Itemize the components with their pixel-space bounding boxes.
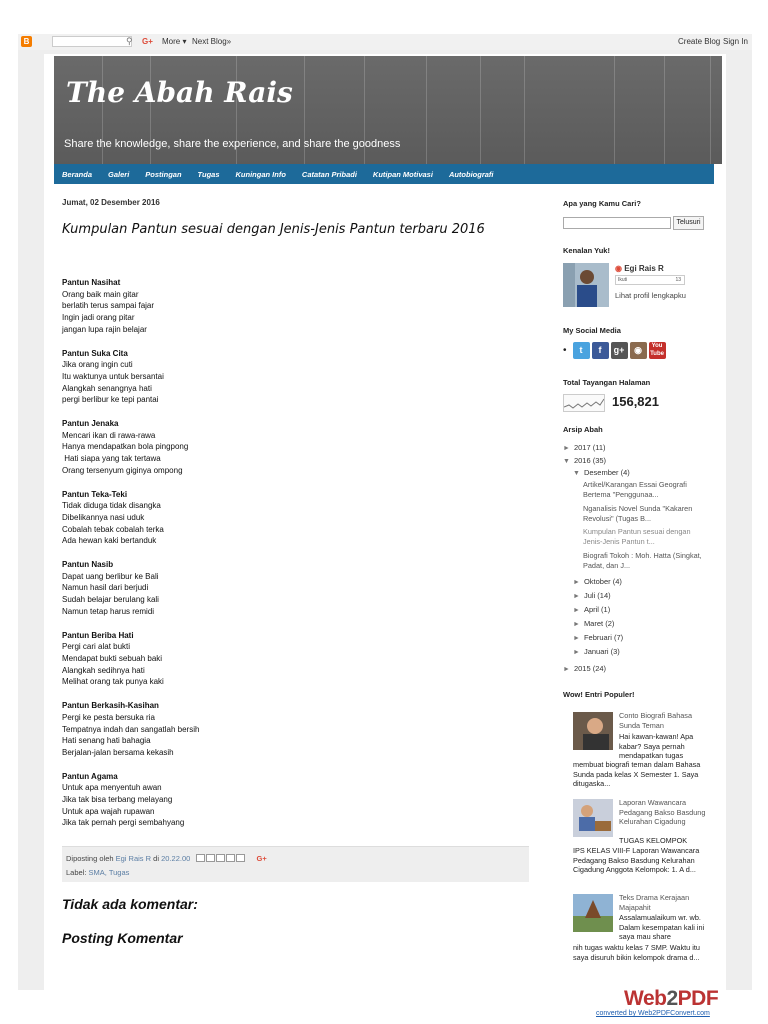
stanza-line: Namun hasil dari berjudi <box>62 583 149 593</box>
popular-post-title[interactable]: Conto Biografi Bahasa Sunda Teman <box>619 711 693 730</box>
popular-post-thumbnail[interactable] <box>573 712 613 750</box>
stanza-line: Hati senang hati bahagia <box>62 736 151 746</box>
stanza-line: Orang tersenyum giginya ompong <box>62 465 183 475</box>
popular-post-snippet: TUGAS KELOMPOK <box>619 836 688 845</box>
post-byline <box>66 852 525 866</box>
tab-beranda[interactable]: Beranda <box>62 169 93 179</box>
expand-icon: ► <box>563 445 570 452</box>
posted-by-label: Diposting oleh <box>66 854 114 863</box>
gplus-share-icon[interactable]: G+ <box>256 854 267 863</box>
stanza-line: Jika orang ingin cuti <box>62 360 133 370</box>
post-title[interactable]: Kumpulan Pantun sesuai dengan Jenis-Jenis Pantun terbaru 2016 <box>62 222 485 237</box>
labels-links[interactable]: SMA, Tugas <box>88 867 130 877</box>
archive-month[interactable]: ► Januari (3) <box>573 647 620 656</box>
gplus-icon: ◉ <box>615 264 622 273</box>
instagram-icon[interactable]: ◉ <box>630 342 647 359</box>
post-time-link[interactable]: 20.22.00 <box>161 854 191 863</box>
nav-tabs <box>54 164 714 184</box>
expand-icon: ► <box>573 607 580 614</box>
social-heading: My Social Media <box>563 326 621 335</box>
post-labels <box>66 866 525 879</box>
popular-post-snippet: Hai kawan-kawan! Apa kabar? Saya pernah mendapatkan tugas <box>619 732 694 760</box>
profile-name[interactable]: ◉ Egi Rais R <box>615 264 664 273</box>
archive-month[interactable]: ► April (1) <box>573 605 611 614</box>
archive-year-2016[interactable]: ▼ 2016 (35) <box>563 456 607 465</box>
stanza-line: Untuk apa wajah rupawan <box>62 806 155 816</box>
collapse-icon: ▼ <box>563 458 570 465</box>
post-footer <box>62 846 529 882</box>
stanza-line: Pergi ke pesta bersuka ria <box>62 712 155 722</box>
stanza-line: Jika tak bisa terbang melayang <box>62 795 173 805</box>
stanza-title: Pantun Jenaka <box>62 419 119 429</box>
archive-month-desember[interactable]: ▼ Desember (4) <box>573 468 630 477</box>
post-comment-heading: Posting Komentar <box>62 930 183 946</box>
stanza-title: Pantun Teka-Teki <box>62 489 128 499</box>
archive-year-2017[interactable]: ► 2017 (11) <box>563 443 606 452</box>
stanza-line: Berjalan-jalan bersama kekasih <box>62 747 174 757</box>
popular-post-snippet: membuat biografi teman dalam Bahasa Sunda pada kelas X Semester 1. Saya ditugaska... <box>573 760 701 788</box>
blog-this-icon[interactable] <box>206 854 215 862</box>
popular-post-snippet: Assalamualaikum wr. wb. Dalam kesempatan kali ini saya mau share <box>619 913 705 941</box>
stanza-line: Orang baik main gitar <box>62 289 139 299</box>
archive-post-link[interactable]: Kumpulan Pantun sesuai dengan Jenis-Jenis Pantun t... <box>583 527 691 546</box>
next-blog-link[interactable]: Next Blog» <box>192 37 232 46</box>
archive-post-link[interactable]: Nganalisis Novel Sunda "Kakaren Revolusi" (Tugas B... <box>583 504 693 523</box>
pinterest-share-icon[interactable] <box>236 854 245 862</box>
stanza-line: Mencari ikan di rawa-rawa <box>62 430 156 440</box>
create-blog-link[interactable]: Create Blog <box>678 37 721 46</box>
stanza-line: Tidak diduga tidak disangka <box>62 501 161 511</box>
expand-icon: ► <box>563 666 570 673</box>
label-prefix: Label: <box>66 867 87 877</box>
web2pdf-link[interactable]: converted by Web2PDFConvert.com <box>596 1010 710 1017</box>
pantun-stanza <box>62 771 512 830</box>
stanza-line: Melihat orang tak punya kaki <box>62 677 164 687</box>
pantun-stanza <box>62 418 512 477</box>
social-links: • t f g+ ◉ You Tube <box>563 343 664 357</box>
more-menu[interactable]: More ▾ <box>162 37 187 46</box>
stanza-line: Cobalah tebak cobalah terka <box>62 524 164 534</box>
stanza-line: Hati siapa yang tak tertawa <box>62 454 161 464</box>
stanza-line: Mendapat bukti sebuah baki <box>62 653 163 663</box>
web2pdf-logo[interactable]: Web2PDF <box>624 987 719 1010</box>
stanza-title: Pantun Berkasih-Kasihan <box>62 701 159 711</box>
archive-heading: Arsip Abah <box>563 425 603 434</box>
stanza-line: Pergi cari alat bukti <box>62 642 131 652</box>
stanza-line: Untuk apa menyentuh awan <box>62 783 162 793</box>
stanza-line: Tempatnya indah dan sangatlah bersih <box>62 724 200 734</box>
tab-catatan-pribadi[interactable]: Catatan Pribadi <box>301 169 357 179</box>
pantun-stanza <box>62 489 512 548</box>
stanza-title: Pantun Beriba Hati <box>62 630 134 640</box>
stanza-title: Pantun Nasib <box>62 560 114 570</box>
stanza-line: Jika tak pernah pergi sembahyang <box>62 818 185 828</box>
youtube-icon[interactable]: You Tube <box>650 343 664 357</box>
email-share-icon[interactable] <box>196 854 205 862</box>
stanza-line: pergi berlibur ke tepi pantai <box>62 395 159 405</box>
blogger-logo-icon[interactable]: B <box>21 36 32 47</box>
expand-icon: ► <box>573 593 580 600</box>
stats-heading: Total Tayangan Halaman <box>563 378 651 387</box>
at-label: di <box>153 854 159 863</box>
blog-description: Share the knowledge, share the experience, and share the goodness <box>64 138 401 150</box>
stats-value: 156,821 <box>612 394 659 409</box>
expand-icon: ► <box>573 621 580 628</box>
popular-post-thumbnail[interactable] <box>573 894 613 932</box>
popular-post-snippet: IPS KELAS VIII-F Laporan Wawancara Pedagang Bakso Basdung Kelurahan Cigadung Anggota Kelompok: 1. A d... <box>573 846 700 874</box>
tab-postingan[interactable]: Postingan <box>145 169 182 179</box>
gplus-share-button[interactable]: G+ <box>142 37 153 46</box>
pantun-stanza <box>62 630 512 689</box>
stanza-line: Sudah belajar berulang kali <box>62 595 159 605</box>
post-body <box>62 277 512 841</box>
popular-post-title[interactable]: Laporan Wawancara Pedagang Bakso Basdung Kelurahan Cigadung <box>619 798 706 826</box>
follow-button[interactable]: Ikuti 13 <box>615 275 685 285</box>
popular-post-title[interactable]: Teks Drama Kerajaan Majapahit <box>619 893 690 912</box>
author-link[interactable]: Egi Rais R <box>115 854 152 863</box>
expand-icon: ► <box>573 579 580 586</box>
stanza-line: Alangkah senangnya hati <box>62 383 152 393</box>
archive-month[interactable]: ► Maret (2) <box>573 619 615 628</box>
facebook-share-icon[interactable] <box>226 854 235 862</box>
stanza-line: Hanya mendapatkan bola pingpong <box>62 442 189 452</box>
pantun-stanza <box>62 559 512 618</box>
twitter-icon[interactable]: t <box>573 342 590 359</box>
tab-tugas[interactable]: Tugas <box>197 169 220 179</box>
pantun-stanza <box>62 348 512 407</box>
archive-month[interactable]: ► Februari (7) <box>573 633 624 642</box>
pantun-stanza <box>62 700 512 759</box>
sidebar-search-input[interactable] <box>563 217 671 229</box>
archive-year-2015[interactable]: ► 2015 (24) <box>563 664 607 673</box>
blog-title[interactable]: The Abah Rais <box>66 76 293 109</box>
view-profile-link[interactable]: Lihat profil lengkapku <box>615 291 686 300</box>
archive-month[interactable]: ► Oktober (4) <box>573 577 622 586</box>
stanza-line: Dapat uang berlibur ke Bali <box>62 571 159 581</box>
archive-post-link[interactable]: Biografi Tokoh : Moh. Hatta (Singkat, Padat, dan J... <box>583 551 702 570</box>
comments-heading: Tidak ada komentar: <box>62 896 198 912</box>
stanza-title: Pantun Suka Cita <box>62 348 128 358</box>
facebook-icon[interactable]: f <box>592 342 609 359</box>
stanza-line: jangan lupa rajin belajar <box>62 324 147 334</box>
blogger-navbar <box>18 34 752 50</box>
collapse-icon: ▼ <box>573 470 580 477</box>
stats-sparkline <box>563 394 605 412</box>
stanza-line: Namun tetap harus remidi <box>62 606 155 616</box>
search-button[interactable]: Telusuri <box>673 216 704 230</box>
popular-heading: Wow! Entri Populer! <box>563 690 635 699</box>
tab-autobiografi[interactable]: Autobiografi <box>448 169 494 179</box>
search-heading: Apa yang Kamu Cari? <box>563 199 641 208</box>
search-icon[interactable]: ⚲ <box>126 36 133 46</box>
expand-icon: ► <box>573 649 580 656</box>
blog-header <box>54 56 722 164</box>
stanza-line: Itu waktunya untuk bersantai <box>62 371 164 381</box>
tab-kutipan-motivasi[interactable]: Kutipan Motivasi <box>372 169 433 179</box>
stanza-line: Alangkah sedihnya hati <box>62 665 145 675</box>
stanza-title: Pantun Nasihat <box>62 278 121 287</box>
post-date: Jumat, 02 Desember 2016 <box>62 198 160 207</box>
tab-galeri[interactable]: Galeri <box>108 169 130 179</box>
popular-post-snippet: nih tugas waktu kelas 7 SMP. Waktu itu saya disuruh bikin kelompok drama d... <box>573 943 700 962</box>
expand-icon: ► <box>573 635 580 642</box>
google-plus-icon[interactable]: g+ <box>611 342 628 359</box>
profile-avatar[interactable] <box>563 263 609 307</box>
stanza-line: Ingin jadi orang pitar <box>62 313 135 323</box>
stanza-line: Ada hewan kaki bertanduk <box>62 536 157 546</box>
stanza-line: berlatih terus sampai fajar <box>62 301 155 311</box>
twitter-share-icon[interactable] <box>216 854 225 862</box>
stanza-title: Pantun Agama <box>62 771 118 781</box>
popular-post-thumbnail[interactable] <box>573 799 613 837</box>
profile-heading: Kenalan Yuk! <box>563 246 610 255</box>
sign-in-link[interactable]: Sign In <box>723 37 748 46</box>
share-buttons <box>196 853 246 866</box>
tab-kuningan-info[interactable]: Kuningan Info <box>235 169 286 179</box>
navbar-search-input[interactable] <box>52 36 132 47</box>
pantun-stanza <box>62 277 512 336</box>
archive-post-link[interactable]: Artikel/Karangan Essai Geografi Bertema "Penggunaa... <box>583 480 687 499</box>
archive-month[interactable]: ► Juli (14) <box>573 591 611 600</box>
stanza-line: Dibelikannya nasi uduk <box>62 512 145 522</box>
